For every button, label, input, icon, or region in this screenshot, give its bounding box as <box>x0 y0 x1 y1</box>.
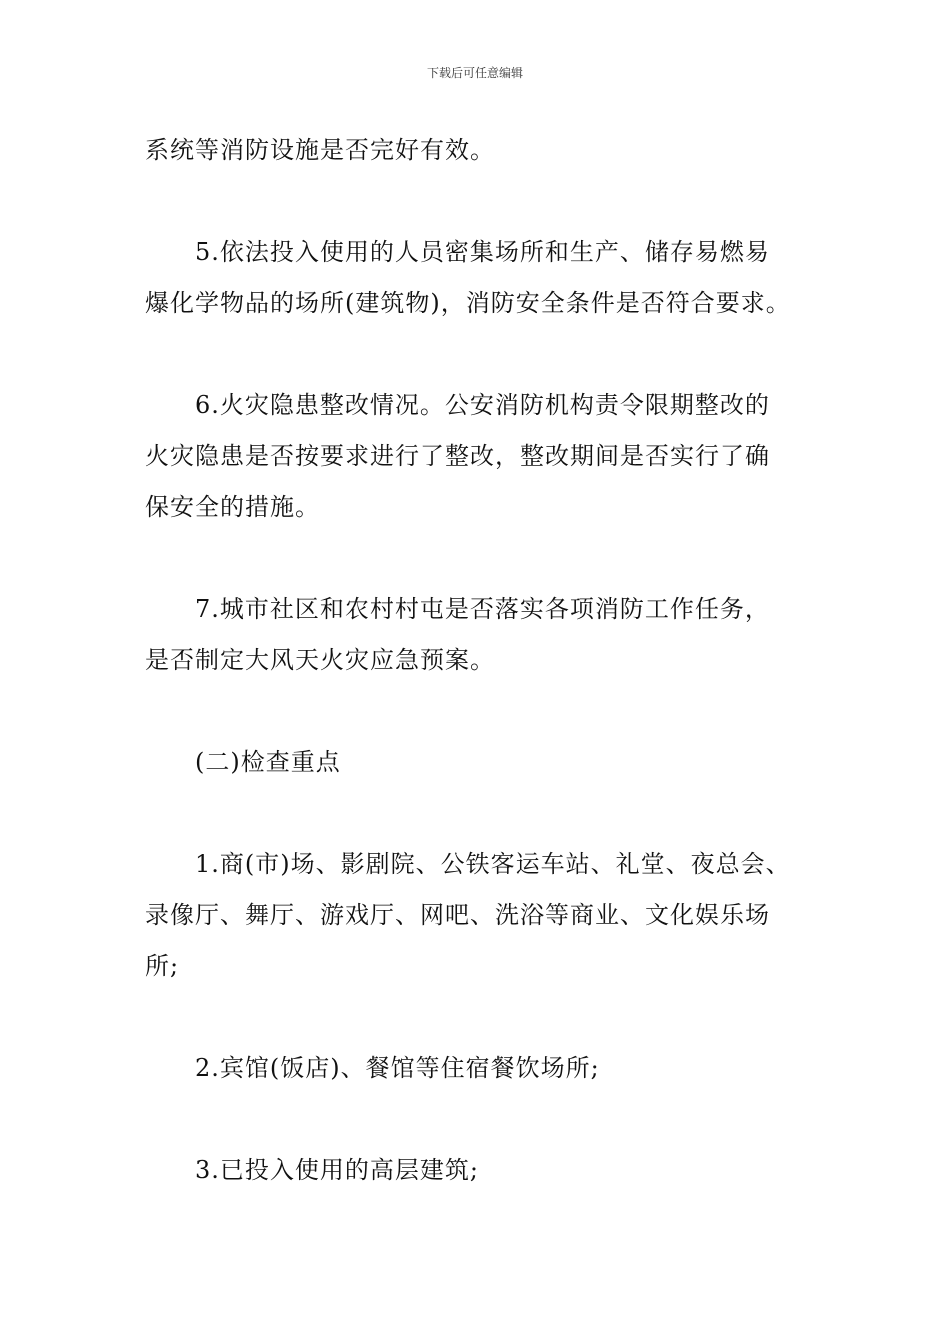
paragraph-line: 7.城市社区和农村村屯是否落实各项消防工作任务， <box>195 595 770 623</box>
paragraph-line: 火灾隐患是否按要求进行了整改，整改期间是否实行了确 <box>145 442 770 470</box>
paragraph-line: 3.已投入使用的高层建筑; <box>195 1156 479 1184</box>
page-header: 下载后可任意编辑 <box>426 66 523 80</box>
paragraph-line: 2.宾馆(饭店)、餐馆等住宿餐饮场所; <box>195 1054 600 1082</box>
paragraph-line: 爆化学物品的场所(建筑物)，消防安全条件是否符合要求。 <box>145 289 791 317</box>
paragraph-line: 5.依法投入使用的人员密集场所和生产、储存易燃易 <box>195 238 770 266</box>
paragraph-line: 1.商(市)场、影剧院、公铁客运车站、礼堂、夜总会、 <box>195 850 791 878</box>
section-heading: (二)检查重点 <box>195 748 341 776</box>
paragraph-line: 所; <box>145 952 180 980</box>
paragraph-gap <box>145 788 835 839</box>
paragraph-gap <box>145 329 835 380</box>
paragraph-gap <box>145 686 835 737</box>
document-body <box>145 125 835 1196</box>
paragraph-line: 保安全的措施。 <box>145 493 320 521</box>
paragraph-line: 6.火灾隐患整改情况。公安消防机构责令限期整改的 <box>195 391 770 419</box>
paragraph-gap <box>145 992 835 1043</box>
paragraph-line: 是否制定大风天火灾应急预案。 <box>145 646 495 674</box>
paragraph-gap <box>145 176 835 227</box>
paragraph-gap <box>145 533 835 584</box>
paragraph-line: 录像厅、舞厅、游戏厅、网吧、洗浴等商业、文化娱乐场 <box>145 901 770 929</box>
paragraph-gap <box>145 1094 835 1145</box>
paragraph-line: 系统等消防设施是否完好有效。 <box>145 136 495 164</box>
